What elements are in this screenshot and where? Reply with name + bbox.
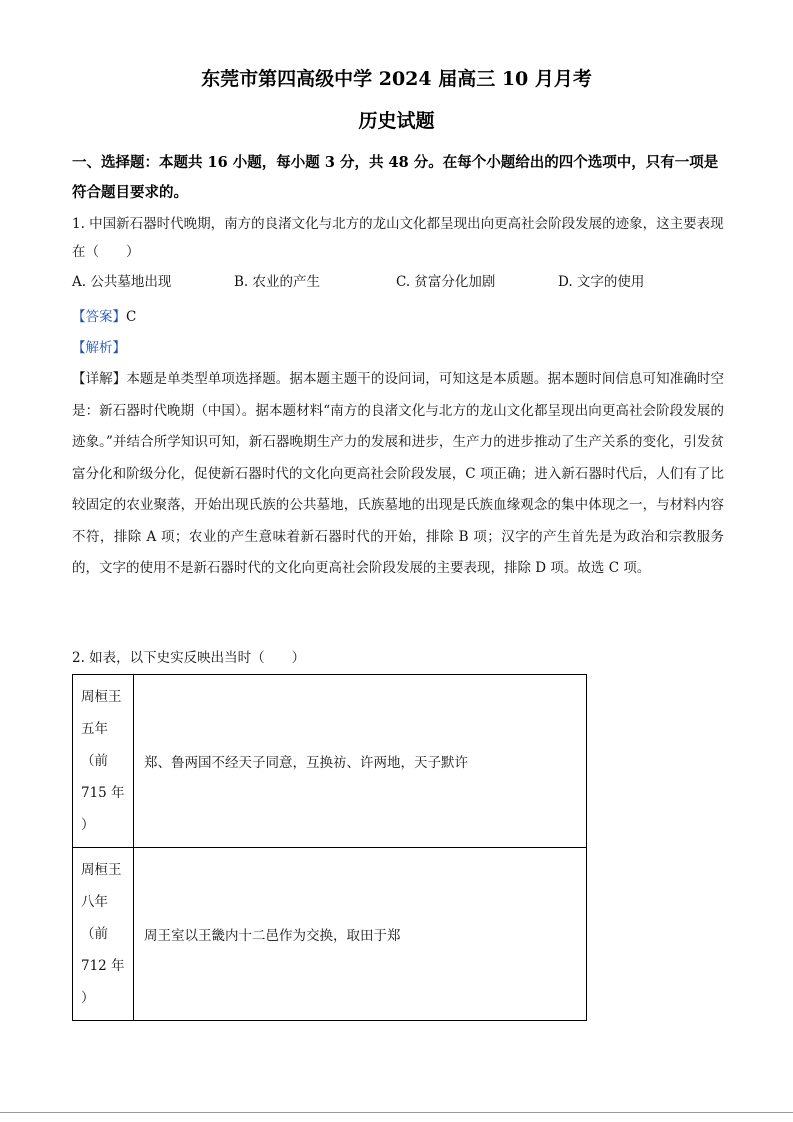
year-line: （前 xyxy=(81,926,108,942)
option-c: C. 贫富分化加剧 xyxy=(396,274,496,290)
exam-subtitle: 历史试题 xyxy=(358,110,435,132)
table-row xyxy=(73,848,587,1021)
year-line: 五年 xyxy=(81,721,108,737)
year-line: 八年 xyxy=(81,894,108,910)
option-d: D. 文字的使用 xyxy=(558,274,645,290)
table-row xyxy=(73,675,587,848)
event-cell: 周王室以王畿内十二邑作为交换，取田于郑 xyxy=(134,848,587,1021)
answer-value: C xyxy=(126,309,137,325)
answer-line xyxy=(72,305,136,325)
question-1-options xyxy=(72,270,722,294)
section-heading: 一、选择题：本题共 16 小题，每小题 3 分，共 48 分。在每个小题给出的四个选项中，只有一项是符合题目要求的。 xyxy=(72,154,719,201)
answer-tag: 【答案】 xyxy=(72,309,126,325)
year-line: ） xyxy=(81,990,95,1006)
question-2-stem: 2. 如表，以下史实反映出当时（ ） xyxy=(72,650,306,666)
exam-title: 东莞市第四高级中学 2024 届高三 10 月月考 xyxy=(201,68,592,90)
year-line: 周桓王 xyxy=(81,862,122,878)
question-1-detail: 【详解】本题是单类型单项选择题。据本题主题干的设问词，可知这是本质题。据本题时间信息可知准确时空是：新石器时代晚期（中国）。据本题材料“南方的良渚文化与北方的龙山文化都呈现出向更高社会阶段发展的迹象。”并结合所学知识可知，新石器晚期生产力的发展和进步，生产力的进步推动了生产关系的变化，引发贫富分化和阶级分化，促使新石器时代的文化向更高社会阶段发展，C 项正确；进入新石器时代后，人们有了比较固定的农业聚落，开始出现氏族的公共墓地，氏族墓地的出现是氏族血缘观念的集中体现之一，与材料内容不符，排除 A 项；农业的产生意味着新石器时代的开始，排除 B 项；汉字的产生首先是为政治和宗教服务的，文字的使用不是新石器时代的文化向更高社会阶段发展的主要表现，排除 D 项。故选 C 项。 xyxy=(72,371,724,576)
analysis-tag: 【解析】 xyxy=(72,340,126,356)
history-table xyxy=(72,674,587,1021)
event-cell: 郑、鲁两国不经天子同意，互换祊、许两地，天子默许 xyxy=(134,675,587,848)
year-line: （前 xyxy=(81,753,108,769)
year-cell xyxy=(73,848,134,1021)
year-line: ） xyxy=(81,817,95,833)
year-line: 712 年 xyxy=(81,958,125,974)
footer-divider xyxy=(0,1112,793,1113)
year-line: 周桓王 xyxy=(81,689,122,705)
year-cell xyxy=(73,675,134,848)
option-b: B. 农业的产生 xyxy=(234,274,321,290)
option-a: A. 公共墓地出现 xyxy=(72,274,172,290)
question-1-stem: 1. 中国新石器时代晚期，南方的良渚文化与北方的龙山文化都呈现出向更高社会阶段发展的迹象，这主要表现在（ ） xyxy=(72,216,724,260)
year-line: 715 年 xyxy=(81,785,125,801)
